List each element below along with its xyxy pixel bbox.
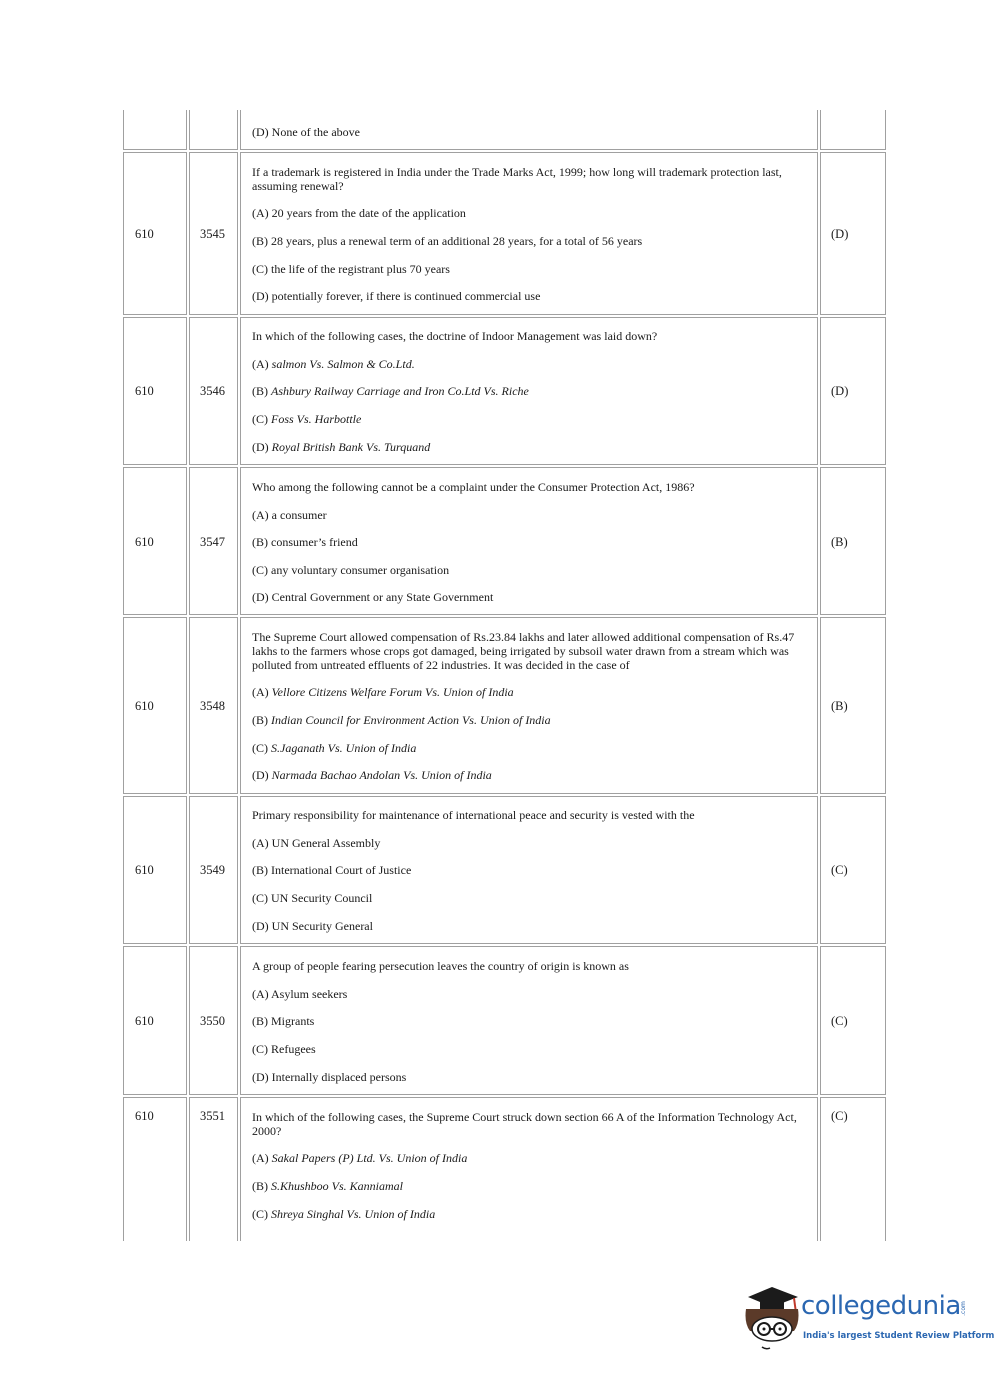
question-text: A group of people fearing persecution leaves the country of origin is known as: [252, 959, 629, 973]
option-b: (B) Migrants: [252, 1014, 315, 1028]
question-text: Who among the following cannot be a complaint under the Consumer Protection Act, 1986?: [252, 480, 695, 494]
question-number: 3548: [200, 699, 225, 713]
answer-key: (B): [831, 535, 848, 549]
option-c: (C) any voluntary consumer organisation: [252, 563, 450, 577]
option-b: (B) consumer’s friend: [252, 535, 358, 549]
question-text: If a trademark is registered in India under the Trade Marks Act, 1999; how long will trademark protection last, assuming renewal?: [252, 165, 782, 193]
question-number: 3551: [200, 1109, 225, 1123]
option-c: (C) the life of the registrant plus 70 years: [252, 262, 450, 276]
paper-code: 610: [135, 1014, 154, 1028]
answer-key: (B): [831, 699, 848, 713]
option-a: (A) Vellore Citizens Welfare Forum Vs. Union of India: [252, 685, 514, 699]
option-c: (C) Shreya Singhal Vs. Union of India: [252, 1207, 436, 1221]
table-row: [123, 617, 886, 794]
option-a: (A) Sakal Papers (P) Ltd. Vs. Union of India: [252, 1151, 468, 1165]
answer-key: (D): [831, 227, 849, 241]
logo-tagline: India's largest Student Review Platform: [803, 1331, 995, 1341]
option-c: (C) Refugees: [252, 1042, 316, 1056]
paper-code: 610: [135, 1109, 154, 1123]
table-row: [123, 467, 886, 615]
option-d: (D) UN Security General: [252, 919, 373, 933]
answer-key: (D): [831, 384, 849, 398]
table-row: [123, 110, 886, 150]
table-row: [123, 317, 886, 465]
question-table: [123, 110, 886, 1241]
option-b: (B) Ashbury Railway Carriage and Iron Co.Ltd Vs. Riche: [252, 384, 529, 398]
paper-code: 610: [135, 535, 154, 549]
option-d: (D) Narmada Bachao Andolan Vs. Union of India: [252, 768, 492, 782]
option-d: (D) potentially forever, if there is continued commercial use: [252, 289, 541, 303]
option-b: (B) 28 years, plus a renewal term of an additional 28 years, for a total of 56 years: [252, 234, 643, 248]
question-text: Primary responsibility for maintenance of international peace and security is vested with the: [252, 808, 695, 822]
option-c: (C) Foss Vs. Harbottle: [252, 412, 362, 426]
question-text: In which of the following cases, the Supreme Court struck down section 66 A of the Information Technology Act, 2000?: [252, 1110, 797, 1138]
answer-key: (C): [831, 1109, 848, 1123]
paper-code: 610: [135, 699, 154, 713]
option-d: (D) Internally displaced persons: [252, 1070, 407, 1084]
question-text: The Supreme Court allowed compensation of Rs.23.84 lakhs and later allowed additional compensation of Rs.47 lakhs to the farmers whose crops got damaged, being irrigated by subsoil water drawn from a stream which was polluted from untreated effluents of 22 industries. It was decided in the case of: [252, 630, 795, 672]
option-a: (A) UN General Assembly: [252, 836, 381, 850]
paper-code: 610: [135, 227, 154, 241]
option-b: (B) Indian Council for Environment Action Vs. Union of India: [252, 713, 551, 727]
question-number: 3550: [200, 1014, 225, 1028]
option-b: (B) S.Khushboo Vs. Kanniamal: [252, 1179, 404, 1193]
option-a: (A) Asylum seekers: [252, 987, 348, 1001]
option-d: (D) Central Government or any State Government: [252, 590, 494, 604]
question-number: 3549: [200, 863, 225, 877]
option-b: (B) International Court of Justice: [252, 863, 412, 877]
option-a: (A) a consumer: [252, 508, 327, 522]
answer-key: (C): [831, 1014, 848, 1028]
option-a: (A) salmon Vs. Salmon & Co.Ltd.: [252, 357, 415, 371]
paper-code: 610: [135, 384, 154, 398]
logo-wordmark: collegedunia: [801, 1291, 961, 1321]
option-d: (D) Royal British Bank Vs. Turquand: [252, 440, 431, 454]
table-row: [123, 796, 886, 944]
table-row: [123, 1097, 886, 1241]
paper-code: 610: [135, 863, 154, 877]
answer-key: (C): [831, 863, 848, 877]
question-number: 3545: [200, 227, 225, 241]
option-a: (A) 20 years from the date of the application: [252, 206, 466, 220]
table-row: [123, 152, 886, 315]
option-d: (D) None of the above: [252, 125, 360, 139]
logo-suffix: .com: [959, 1301, 967, 1316]
table-row: [123, 946, 886, 1095]
option-c: (C) S.Jaganath Vs. Union of India: [252, 741, 417, 755]
question-number: 3547: [200, 535, 225, 549]
option-c: (C) UN Security Council: [252, 891, 373, 905]
question-number: 3546: [200, 384, 225, 398]
question-text: In which of the following cases, the doctrine of Indoor Management was laid down?: [252, 329, 658, 343]
